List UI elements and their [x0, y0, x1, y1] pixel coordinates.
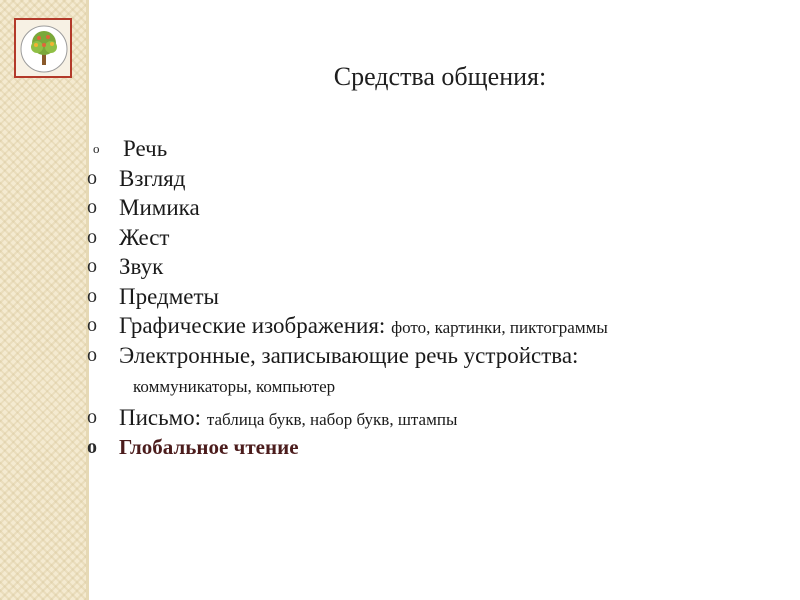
communication-means-list — [85, 134, 785, 462]
list-item-label: Предметы — [119, 283, 219, 309]
list-item-label: Письмо: — [119, 405, 202, 430]
list-item — [85, 311, 785, 341]
bullet-icon: o — [87, 435, 97, 458]
list-item-label: Глобальное чтение — [119, 434, 299, 459]
list-item-continuation — [85, 370, 785, 403]
bullet-icon: o — [87, 284, 97, 307]
list-item-label: Электронные, записывающие речь устройства: — [119, 342, 579, 368]
bullet-icon: o — [87, 314, 97, 336]
list-item — [85, 341, 785, 371]
bullet-icon: o — [87, 166, 97, 189]
bullet-icon: o — [87, 255, 97, 277]
bullet-icon: o — [87, 343, 97, 366]
bullet-icon: o — [87, 196, 97, 218]
list-item — [85, 433, 785, 463]
list-item-label: Жест — [119, 224, 170, 250]
list-item-label: Звук — [119, 254, 164, 279]
list-item — [85, 403, 785, 433]
list-item-label: Мимика — [119, 195, 200, 220]
list-item — [85, 282, 785, 312]
page-title: Средства общения: — [333, 62, 547, 91]
list-item-detail: фото, картинки, пиктограммы — [391, 318, 608, 337]
list-item — [85, 252, 785, 282]
bullet-icon: o — [87, 225, 97, 248]
list-item — [85, 223, 785, 253]
bullet-icon: o — [93, 141, 100, 156]
list-item-label: Взгляд — [119, 165, 186, 191]
list-item-label: Графические изображения: — [119, 313, 386, 338]
list-item — [85, 193, 785, 223]
list-item — [85, 164, 785, 194]
list-item — [85, 134, 785, 164]
bullet-icon: o — [87, 406, 97, 428]
list-item-label: Речь — [123, 136, 168, 161]
list-item-label: коммуникаторы, компьютер — [133, 377, 336, 396]
list-item-detail: таблица букв, набор букв, штампы — [206, 410, 458, 429]
